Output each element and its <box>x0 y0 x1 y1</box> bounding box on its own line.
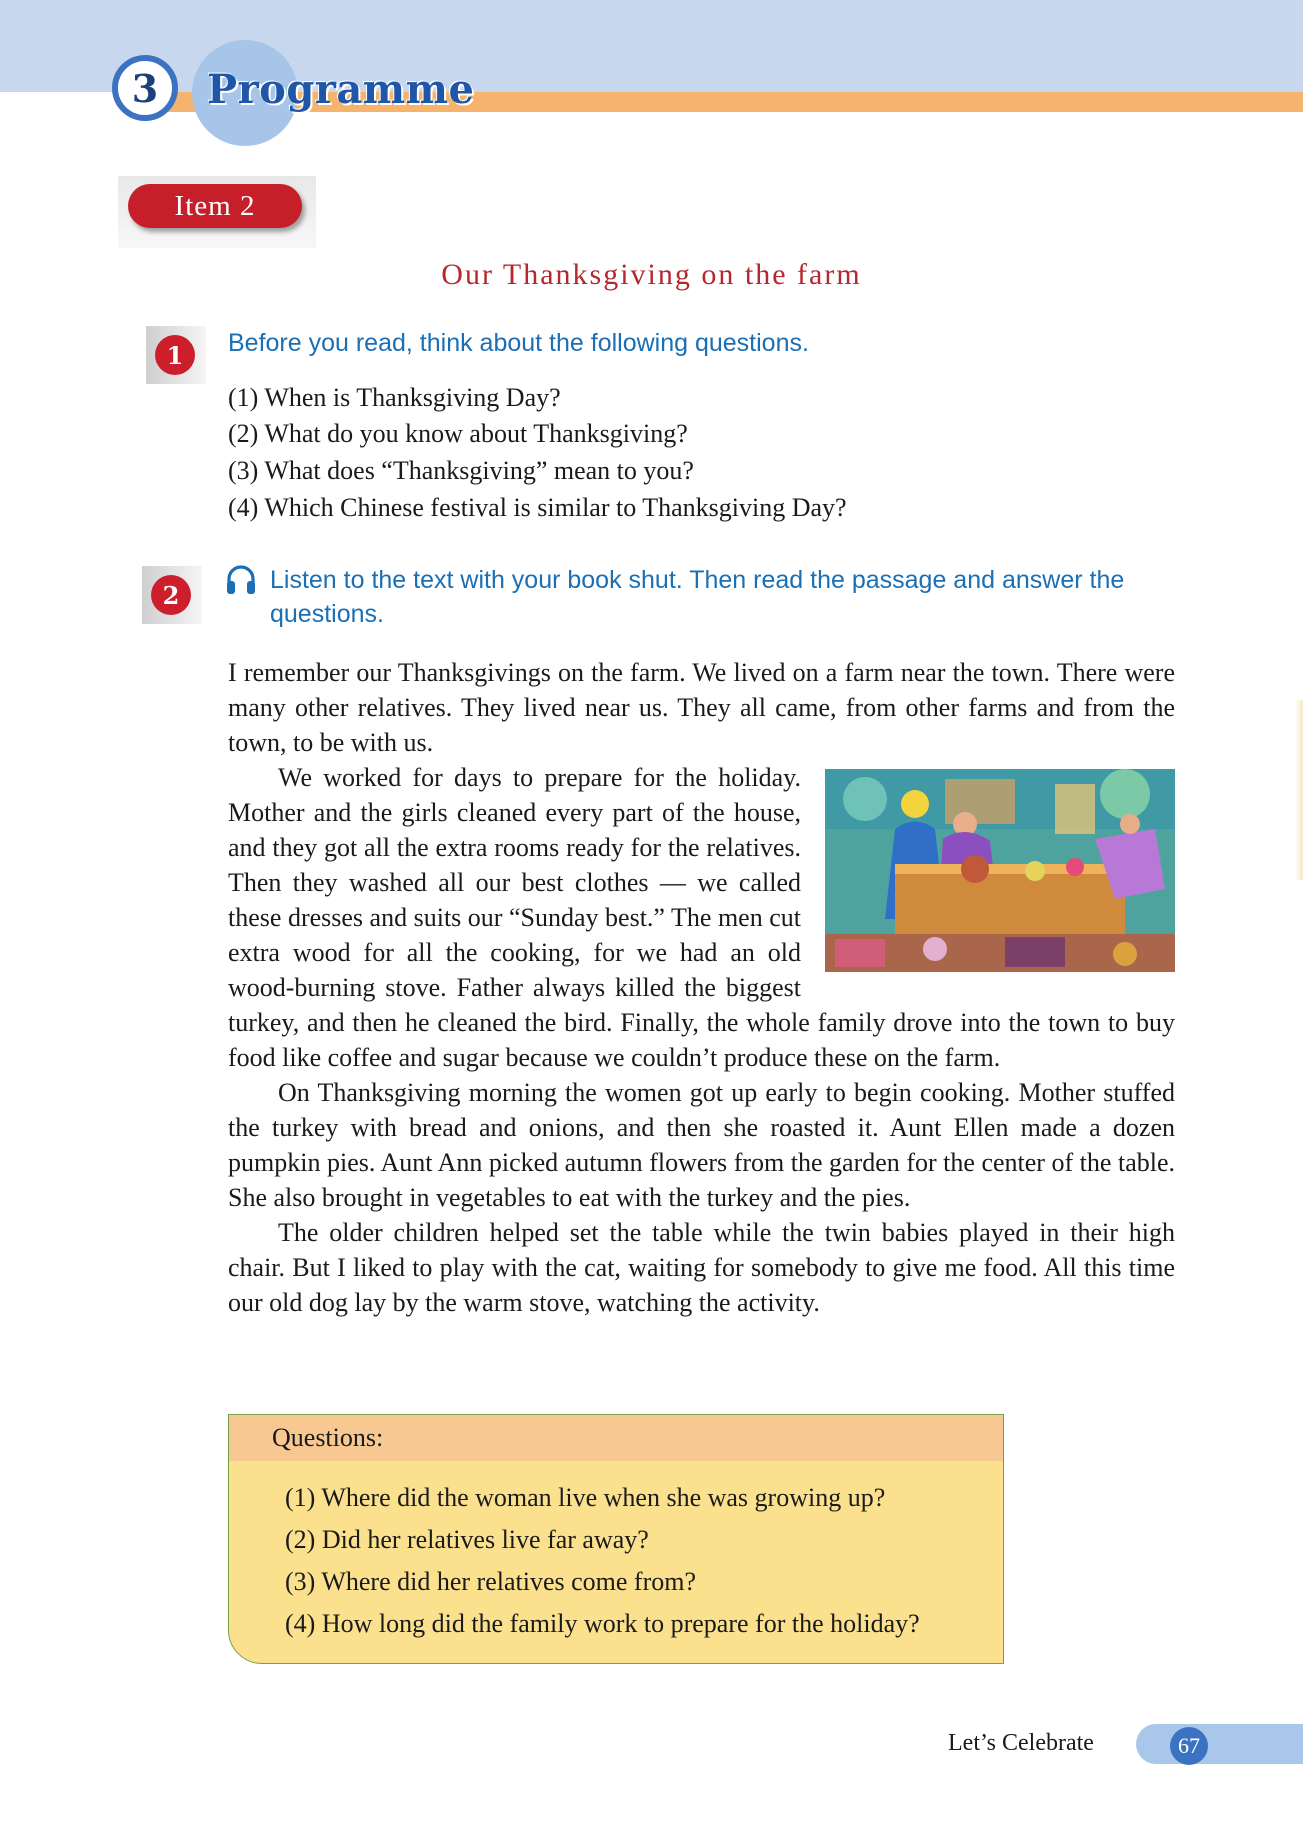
reading-passage <box>228 655 1175 1320</box>
comprehension-question-1: (1) Where did the woman live when she was growing up? <box>285 1483 886 1512</box>
comprehension-question-2: (2) Did her relatives live far away? <box>285 1525 649 1554</box>
questions-heading: Questions: <box>229 1415 1003 1461</box>
headphones-icon <box>224 563 258 597</box>
pre-question-3: (3) What does “Thanksgiving” mean to you? <box>228 456 694 485</box>
pre-question-4: (4) Which Chinese festival is similar to Thanksgiving Day? <box>228 493 847 522</box>
thanksgiving-illustration <box>825 769 1175 972</box>
passage-paragraph-1: I remember our Thanksgivings on the farm. We lived on a farm near the town. There were many other relatives. They lived near us. They all came, from other farms and from the town, to be with us. <box>228 658 1175 757</box>
step-1-badge: 1 <box>155 335 195 375</box>
questions-box <box>228 1414 1004 1664</box>
step-2-instruction: Listen to the text with your book shut. Then read the passage and answer the questions. <box>270 566 1125 628</box>
passage-paragraph-4: The older children helped set the table while the twin babies played in their high chair. But I liked to play with the cat, waiting for somebody to give me food. All this time our old dog lay by the warm stove, watching the activity. <box>228 1218 1175 1317</box>
step-2-badge: 2 <box>151 575 191 615</box>
page-edge-marker <box>1295 700 1303 880</box>
section-title: Programme <box>207 66 475 113</box>
step-1-instruction: Before you read, think about the following questions. <box>228 329 809 357</box>
page-number-tab <box>1136 1724 1303 1764</box>
section-number-badge: 3 <box>112 55 178 121</box>
comprehension-question-3: (3) Where did her relatives come from? <box>285 1567 696 1596</box>
passage-paragraph-3: On Thanksgiving morning the women got up early to begin cooking. Mother stuffed the turkey with bread and onions, and then she roasted it. Aunt Ellen made a dozen pumpkin pies. Aunt Ann picked autumn flowers from the garden for the center of the table. She also brought in vegetables to eat with the turkey and the pies. <box>228 1078 1175 1212</box>
unit-title: Let’s Celebrate <box>948 1730 1094 1756</box>
pre-question-2: (2) What do you know about Thanksgiving? <box>228 419 688 448</box>
passage-paragraph-2: We worked for days to prepare for the holiday. Mother and the girls cleaned every part of the house, and they got all the extra rooms ready for the relatives. Then they washed all our best clothes — we called these dresses and suits our “Sunday best.” The men cut extra wood for all the cooking, for we had an old wood-burning stove. Father always killed the biggest turkey, and then he cleaned the bird. Finally, the whole family drove into the town to buy food like coffee and sugar because we couldn’t produce these on the farm. <box>228 763 1175 1072</box>
page-number: 67 <box>1170 1727 1208 1765</box>
item-tag: Item 2 <box>128 184 302 228</box>
lesson-heading: Our Thanksgiving on the farm <box>441 258 862 291</box>
comprehension-question-4: (4) How long did the family work to prepare for the holiday? <box>285 1609 920 1638</box>
pre-question-1: (1) When is Thanksgiving Day? <box>228 383 561 412</box>
